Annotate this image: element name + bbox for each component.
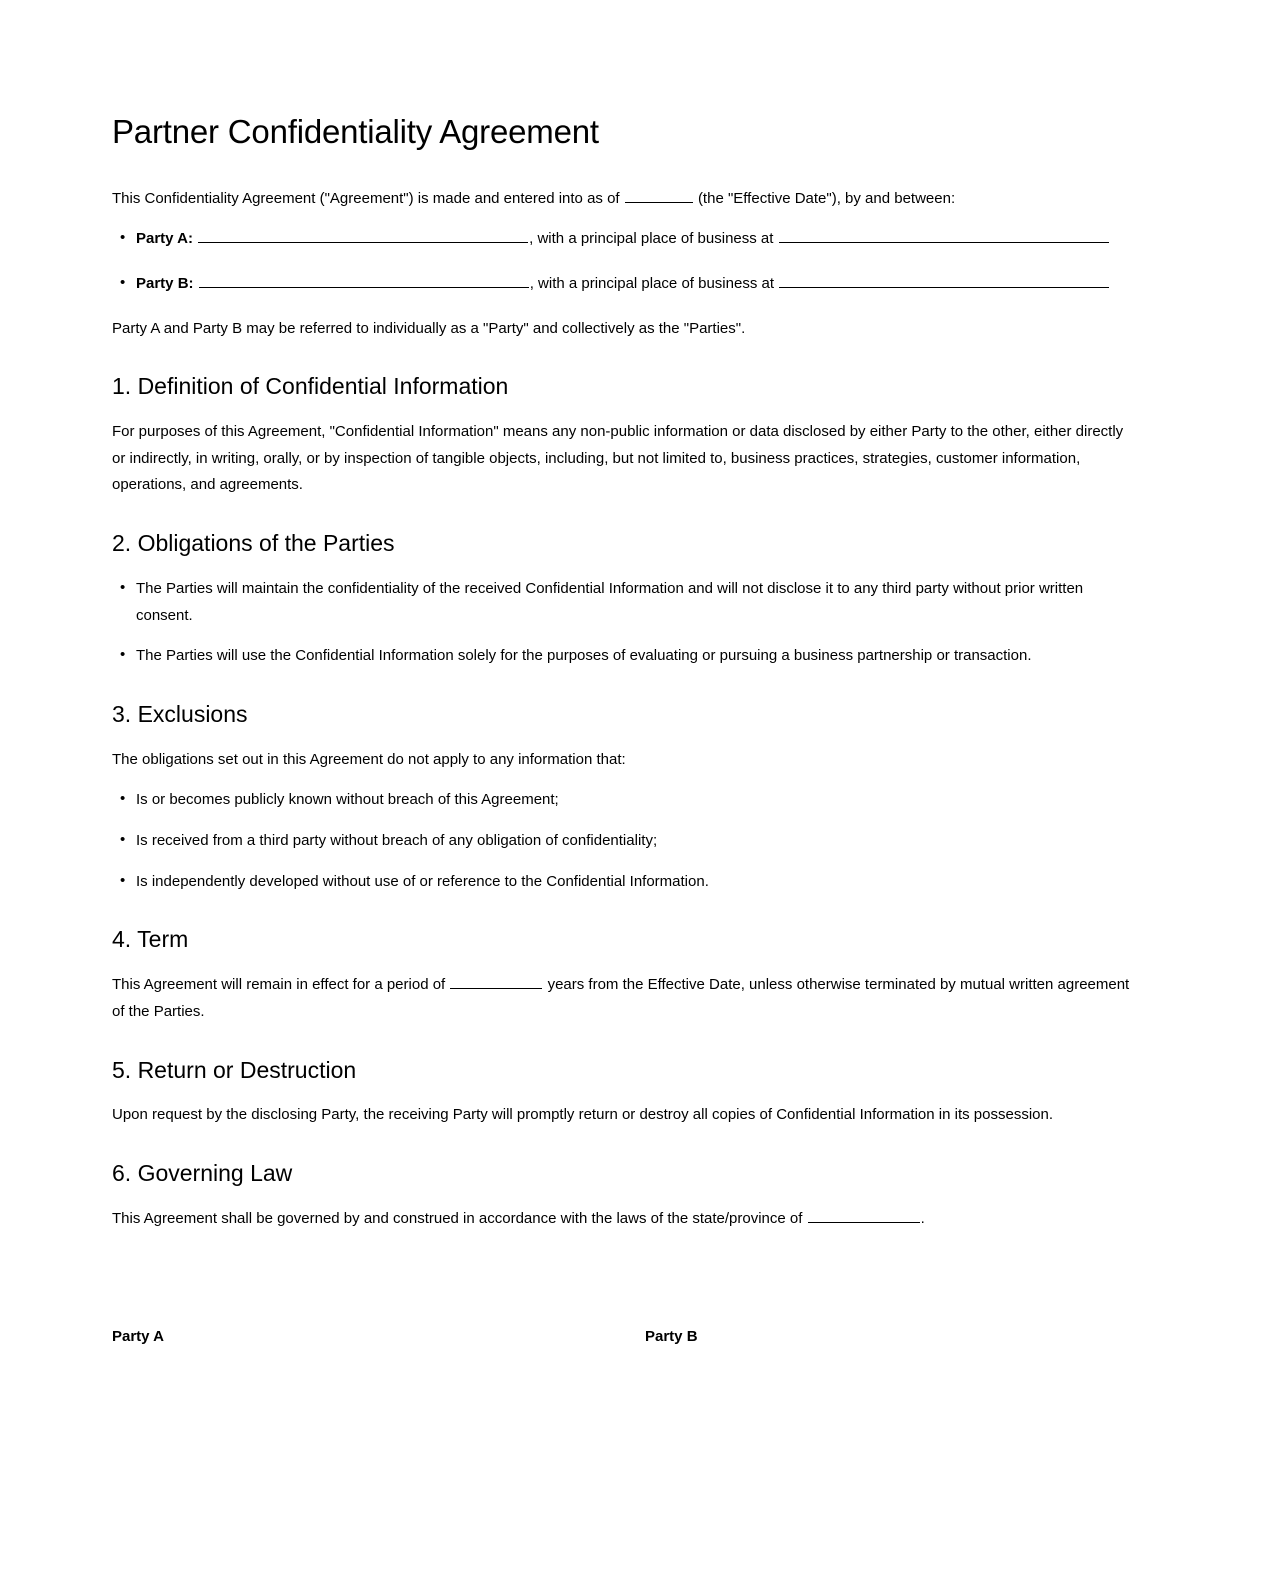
party-b-middle-text: , with a principal place of business at: [529, 274, 775, 292]
section-2-list: [112, 576, 1133, 670]
party-b-name-blank[interactable]: [199, 273, 529, 288]
list-item: • The Parties will maintain the confidentiality of the received Confidential Information and will not disclose it to any third party without prior written consent.: [112, 576, 1133, 629]
signature-party-b-label: Party B: [645, 1328, 698, 1346]
list-item: • Is independently developed without use of or reference to the Confidential Information.: [112, 869, 1133, 896]
signature-block: [112, 1324, 1133, 1384]
section-heading-6: 6. Governing Law: [112, 1160, 293, 1187]
section-body-1: For purposes of this Agreement, "Confidential Information" means any non-public information or data disclosed by either Party to the other, either directly or indirectly, in writing, orally, or by inspection of tangible objects, including, but not limited to, business practices, strategies, customer information, operations, and agreements.: [112, 423, 1124, 494]
intro-text-after-blank: (the "Effective Date"), by and between:: [697, 189, 956, 207]
list-item: [112, 271, 1133, 298]
list-item: • Is or becomes publicly known without breach of this Agreement;: [112, 787, 1133, 814]
party-a-middle-text: , with a principal place of business at: [529, 230, 774, 248]
term-years-blank[interactable]: [450, 974, 542, 989]
list-item: [112, 226, 1133, 253]
section-3-list: [112, 787, 1133, 895]
section-heading-1: 1. Definition of Confidential Information: [112, 373, 509, 400]
term-text-after-blank: years from the Effective Date, unless otherwise terminated by mutual written agreement of the Parties.: [112, 976, 1130, 1020]
party-b-address-blank[interactable]: [779, 273, 1109, 288]
page-title: Partner Confidentiality Agreement: [112, 113, 599, 150]
party-a-name-blank[interactable]: [198, 228, 528, 243]
section-heading-3: 3. Exclusions: [112, 700, 248, 727]
section-body-5: Upon request by the disclosing Party, the receiving Party will promptly return or destroy all copies of Confidential Information in its possession.: [112, 1106, 1054, 1124]
party-a-line: [136, 230, 1110, 247]
signature-party-a-label: Party A: [112, 1328, 164, 1346]
intro-paragraph: [112, 186, 1133, 213]
party-b-label: Party B:: [136, 274, 194, 292]
section-heading-2: 2. Obligations of the Parties: [112, 530, 395, 557]
party-a-label: Party A:: [136, 230, 193, 248]
list-item: • Is received from a third party without breach of any obligation of confidentiality;: [112, 828, 1133, 855]
section-body-6: [112, 1206, 1133, 1233]
term-text-before-blank: This Agreement will remain in effect for a period of: [112, 976, 446, 994]
section-heading-5: 5. Return or Destruction: [112, 1056, 357, 1083]
effective-date-blank[interactable]: [625, 188, 693, 203]
governing-law-text-before-blank: This Agreement shall be governed by and construed in accordance with the laws of the state/province of: [112, 1209, 803, 1227]
section-3-lead: The obligations set out in this Agreement do not apply to any information that:: [112, 750, 626, 768]
section-heading-4: 4. Term: [112, 926, 189, 953]
party-a-address-blank[interactable]: [779, 228, 1109, 243]
governing-law-text-after-blank: .: [920, 1209, 925, 1227]
governing-law-state-blank[interactable]: [808, 1208, 920, 1223]
section-body-4: [112, 972, 1133, 1025]
parties-list: [112, 226, 1133, 297]
party-b-line: [136, 275, 1110, 292]
parties-note: Party A and Party B may be referred to individually as a "Party" and collectively as the "Parties".: [112, 319, 746, 337]
list-item: • The Parties will use the Confidential Information solely for the purposes of evaluating or pursuing a business partnership or transaction.: [112, 643, 1133, 670]
intro-text-before-blank: This Confidentiality Agreement ("Agreement") is made and entered into as of: [112, 189, 620, 207]
